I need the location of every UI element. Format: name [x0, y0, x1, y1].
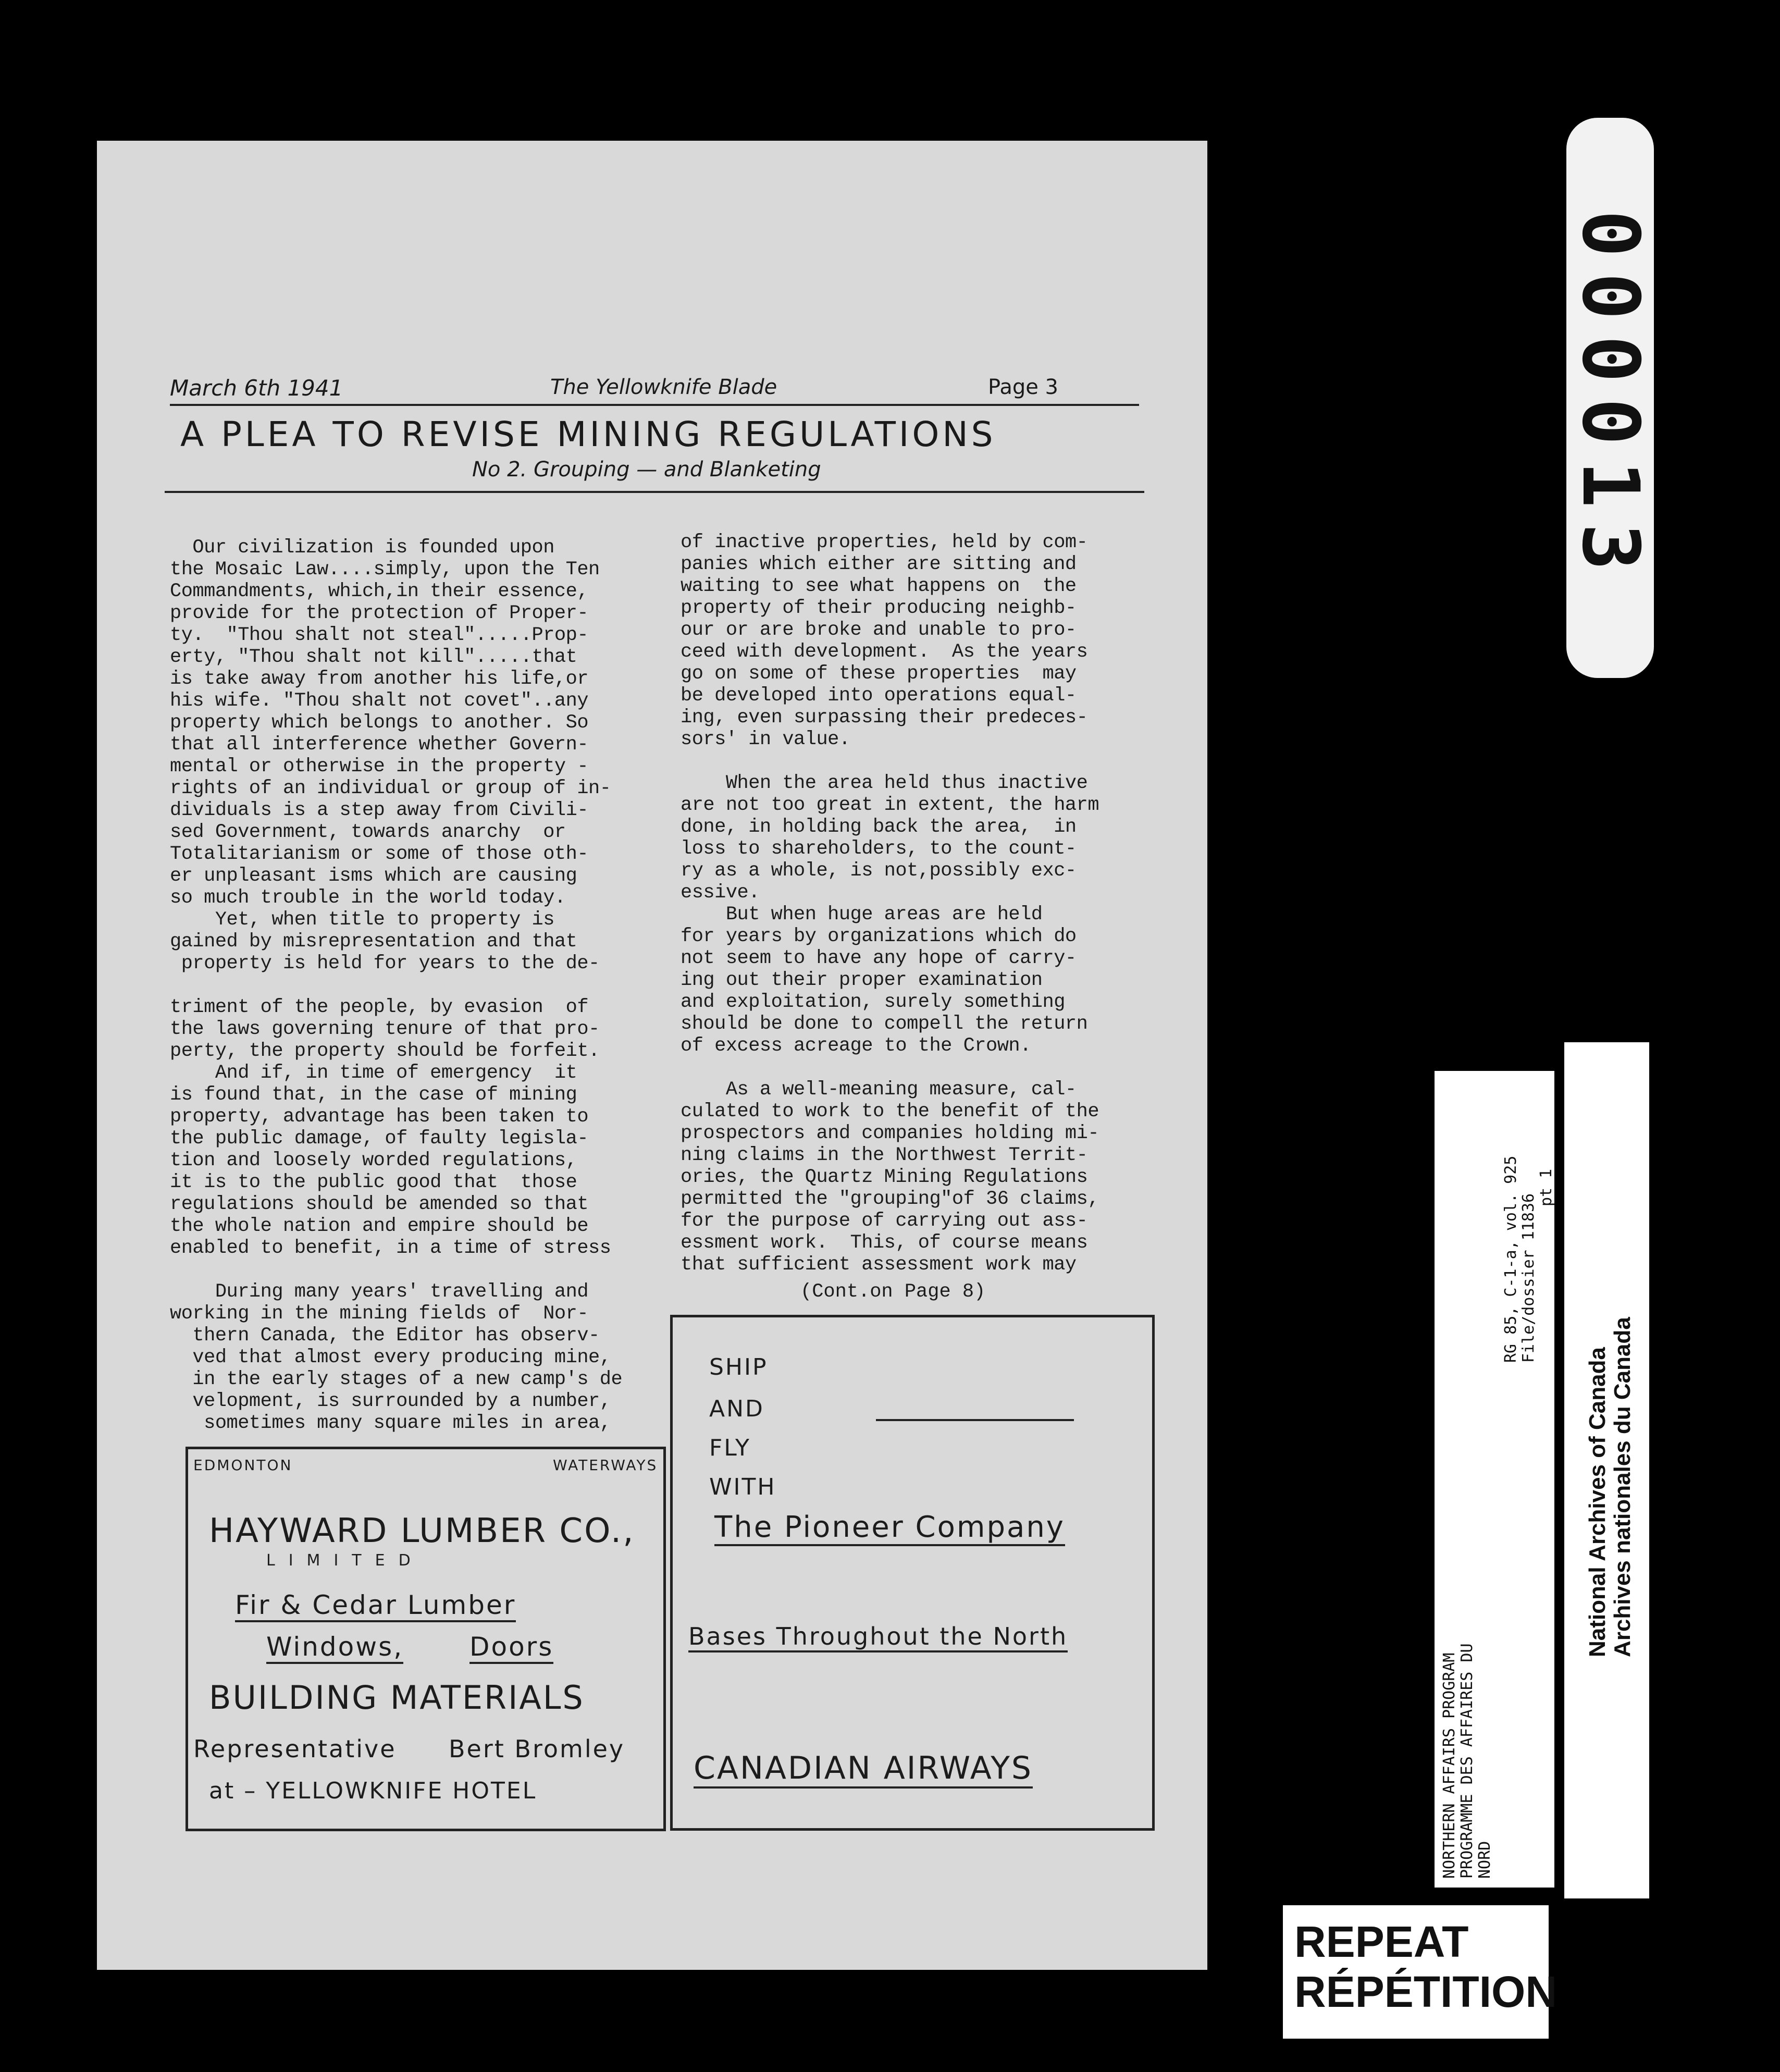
article-line: is found that, in the case of mining — [170, 1084, 577, 1106]
archive-reference-card — [1435, 1071, 1554, 1888]
representative-label: Representative — [193, 1735, 397, 1763]
article-line: prospectors and companies holding mi- — [681, 1123, 1099, 1144]
headline: A PLEA TO REVISE MINING REGULATIONS — [180, 414, 996, 454]
representative-name: Bert Bromley — [449, 1735, 625, 1763]
headline-rule — [165, 491, 1144, 493]
article-line: for the purpose of carrying out ass- — [681, 1210, 1088, 1232]
building-materials: BUILDING MATERIALS — [209, 1679, 585, 1717]
header-rule — [170, 404, 1139, 406]
frame-number: 000013 — [1565, 209, 1655, 586]
article-line: ceed with development. As the years — [681, 641, 1088, 663]
article-line: er unpleasant isms which are causing — [170, 865, 577, 887]
nac-english: National Archives of Canada — [1585, 1347, 1610, 1657]
article-left-column — [170, 537, 712, 1434]
ref-program-en: NORTHERN AFFAIRS PROGRAM — [1440, 1652, 1458, 1879]
article-line: ing out their proper examination — [681, 969, 1043, 991]
article-line: property, advantage has been taken to — [170, 1106, 589, 1128]
article-line: that all interference whether Govern- — [170, 734, 589, 756]
article-line: Yet, when title to property is — [170, 909, 554, 931]
article-line: enabled to benefit, in a time of stress — [170, 1237, 611, 1259]
article-line: and exploitation, surely something — [681, 991, 1065, 1013]
canadian-airways-ad — [670, 1315, 1155, 1831]
article-line: regulations should be amended so that — [170, 1193, 589, 1215]
nac-text — [1585, 1317, 1635, 1657]
article-line: of inactive properties, held by com- — [681, 532, 1088, 553]
article-line: culated to work to the benefit of the — [681, 1101, 1099, 1123]
ad-word-with: WITH — [709, 1474, 776, 1500]
article-line: be developed into operations equal- — [681, 685, 1077, 707]
article-line: ing, even surpassing their predeces- — [681, 707, 1088, 729]
ref-file — [1502, 1156, 1555, 1363]
article-line: Our civilization is founded upon — [170, 537, 554, 559]
article-line: our or are broke and unable to pro- — [681, 619, 1077, 641]
article-line: provide for the protection of Proper- — [170, 602, 589, 624]
article-line: But when huge areas are held — [681, 904, 1043, 926]
frame-number-tab — [1566, 118, 1654, 678]
product-doors: Doors — [469, 1632, 553, 1664]
ref-program-fr: PROGRAMME DES AFFAIRES DU — [1458, 1643, 1476, 1879]
article-line: Commandments, which,in their essence, — [170, 581, 589, 602]
ad-word-and: AND — [709, 1396, 764, 1422]
article-line: sors' in value. — [681, 729, 850, 750]
article-line: tion and loosely worded regulations, — [170, 1150, 577, 1171]
article-line: the whole nation and empire should be — [170, 1215, 589, 1237]
article-line: essive. — [681, 882, 760, 904]
article-line: essment work. This, of course means — [681, 1232, 1088, 1254]
ref-record-group: RG 85, C-1-a, vol. 925 — [1502, 1155, 1520, 1363]
ad-blank-line — [876, 1419, 1074, 1421]
article-line: thern Canada, the Editor has observ- — [170, 1325, 600, 1347]
article-line: the laws governing tenure of that pro- — [170, 1018, 600, 1040]
bases-north: Bases Throughout the North — [688, 1622, 1068, 1652]
article-line: the public damage, of faulty legisla- — [170, 1128, 589, 1150]
article-line: property which belongs to another. So — [170, 712, 589, 734]
issue-date: March 6th 1941 — [170, 375, 343, 401]
newspaper-page — [97, 141, 1207, 1970]
article-line: ved that almost every producing mine, — [170, 1347, 611, 1368]
article-line: working in the mining fields of Nor- — [170, 1303, 589, 1325]
ad-word-ship: SHIP — [709, 1354, 768, 1380]
article-line — [681, 1057, 1202, 1079]
article-line: permitted the "grouping"of 36 claims, — [681, 1188, 1099, 1210]
company-limited: LIMITED — [266, 1551, 424, 1570]
repeat-french: RÉPÉTITION — [1294, 1967, 1558, 2016]
paper-name: The Yellowknife Blade — [550, 375, 777, 399]
article-line: ty. "Thou shalt not steal".....Prop- — [170, 624, 589, 646]
ref-part: pt 1 — [1537, 1168, 1555, 1206]
article-line: loss to shareholders, to the count- — [681, 838, 1077, 860]
company-name: HAYWARD LUMBER CO., — [209, 1512, 635, 1550]
hotel-address: at – YELLOWKNIFE HOTEL — [209, 1778, 537, 1804]
article-line: During many years' travelling and — [170, 1281, 589, 1303]
continued-note: (Cont.on Page 8) — [800, 1281, 986, 1303]
article-line: property is held for years to the de- — [170, 953, 600, 975]
nac-french: Archives nationales du Canada — [1610, 1317, 1635, 1657]
article-right-column — [681, 532, 1202, 1276]
article-line — [170, 975, 712, 996]
article-line: for years by organizations which do — [681, 926, 1077, 947]
pioneer-company: The Pioneer Company — [714, 1510, 1065, 1546]
article-line: And if, in time of emergency it — [170, 1062, 577, 1084]
article-line — [681, 750, 1202, 772]
article-line: erty, "Thou shalt not kill".....that — [170, 646, 577, 668]
article-line: it is to the public good that those — [170, 1171, 577, 1193]
article-line: mental or otherwise in the property - — [170, 756, 589, 778]
article-line: the Mosaic Law....simply, upon the Ten — [170, 559, 600, 581]
article-line: rights of an individual or group of in- — [170, 778, 611, 799]
article-line: velopment, is surrounded by a number, — [170, 1390, 611, 1412]
product-windows: Windows, — [266, 1632, 403, 1664]
article-line — [170, 1259, 712, 1281]
article-line: waiting to see what happens on the — [681, 575, 1077, 597]
article-line: gained by misrepresentation and that — [170, 931, 577, 953]
article-line: in the early stages of a new camp's de — [170, 1368, 623, 1390]
article-line: sometimes many square miles in area, — [170, 1412, 611, 1434]
article-line: ry as a whole, is not,possibly exc- — [681, 860, 1077, 882]
article-line: is take away from another his life,or — [170, 668, 589, 690]
article-line: so much trouble in the world today. — [170, 887, 566, 909]
repeat-label — [1283, 1905, 1558, 2039]
page-number: Page 3 — [988, 375, 1058, 399]
ad-city-waterways: WATERWAYS — [553, 1457, 658, 1474]
national-archives-label — [1564, 1042, 1649, 1898]
article-line: sed Government, towards anarchy or — [170, 821, 566, 843]
article-line: ning claims in the Northwest Territ- — [681, 1144, 1088, 1166]
hayward-lumber-ad — [186, 1447, 666, 1831]
article-line: property of their producing neighb- — [681, 597, 1077, 619]
article-line: When the area held thus inactive — [681, 772, 1088, 794]
repeat-english: REPEAT — [1294, 1917, 1469, 1966]
article-line: panies which either are sitting and — [681, 553, 1077, 575]
article-line: done, in holding back the area, in — [681, 816, 1077, 838]
product-lumber: Fir & Cedar Lumber — [235, 1590, 516, 1622]
ref-program-fr2: NORD — [1476, 1841, 1494, 1879]
ref-program — [1441, 1643, 1494, 1879]
article-line: that sufficient assessment work may — [681, 1254, 1077, 1276]
article-line: triment of the people, by evasion of — [170, 996, 589, 1018]
article-line: go on some of these properties may — [681, 663, 1077, 685]
subheadline: No 2. Grouping — and Blanketing — [472, 458, 821, 482]
canadian-airways-name: CANADIAN AIRWAYS — [694, 1750, 1033, 1789]
ref-file-number: File/dossier 11836 — [1519, 1193, 1538, 1363]
article-line: not seem to have any hope of carry- — [681, 947, 1077, 969]
ad-city-edmonton: EDMONTON — [193, 1457, 293, 1474]
article-line: dividuals is a step away from Civili- — [170, 799, 589, 821]
article-line: his wife. "Thou shalt not covet"..any — [170, 690, 589, 712]
article-line: ories, the Quartz Mining Regulations — [681, 1166, 1088, 1188]
article-line: As a well-meaning measure, cal- — [681, 1079, 1077, 1101]
article-line: should be done to compell the return — [681, 1013, 1088, 1035]
article-line: Totalitarianism or some of those oth- — [170, 843, 589, 865]
ad-word-fly: FLY — [709, 1435, 751, 1461]
article-line: are not too great in extent, the harm — [681, 794, 1099, 816]
article-line: of excess acreage to the Crown. — [681, 1035, 1031, 1057]
article-line: perty, the property should be forfeit. — [170, 1040, 600, 1062]
